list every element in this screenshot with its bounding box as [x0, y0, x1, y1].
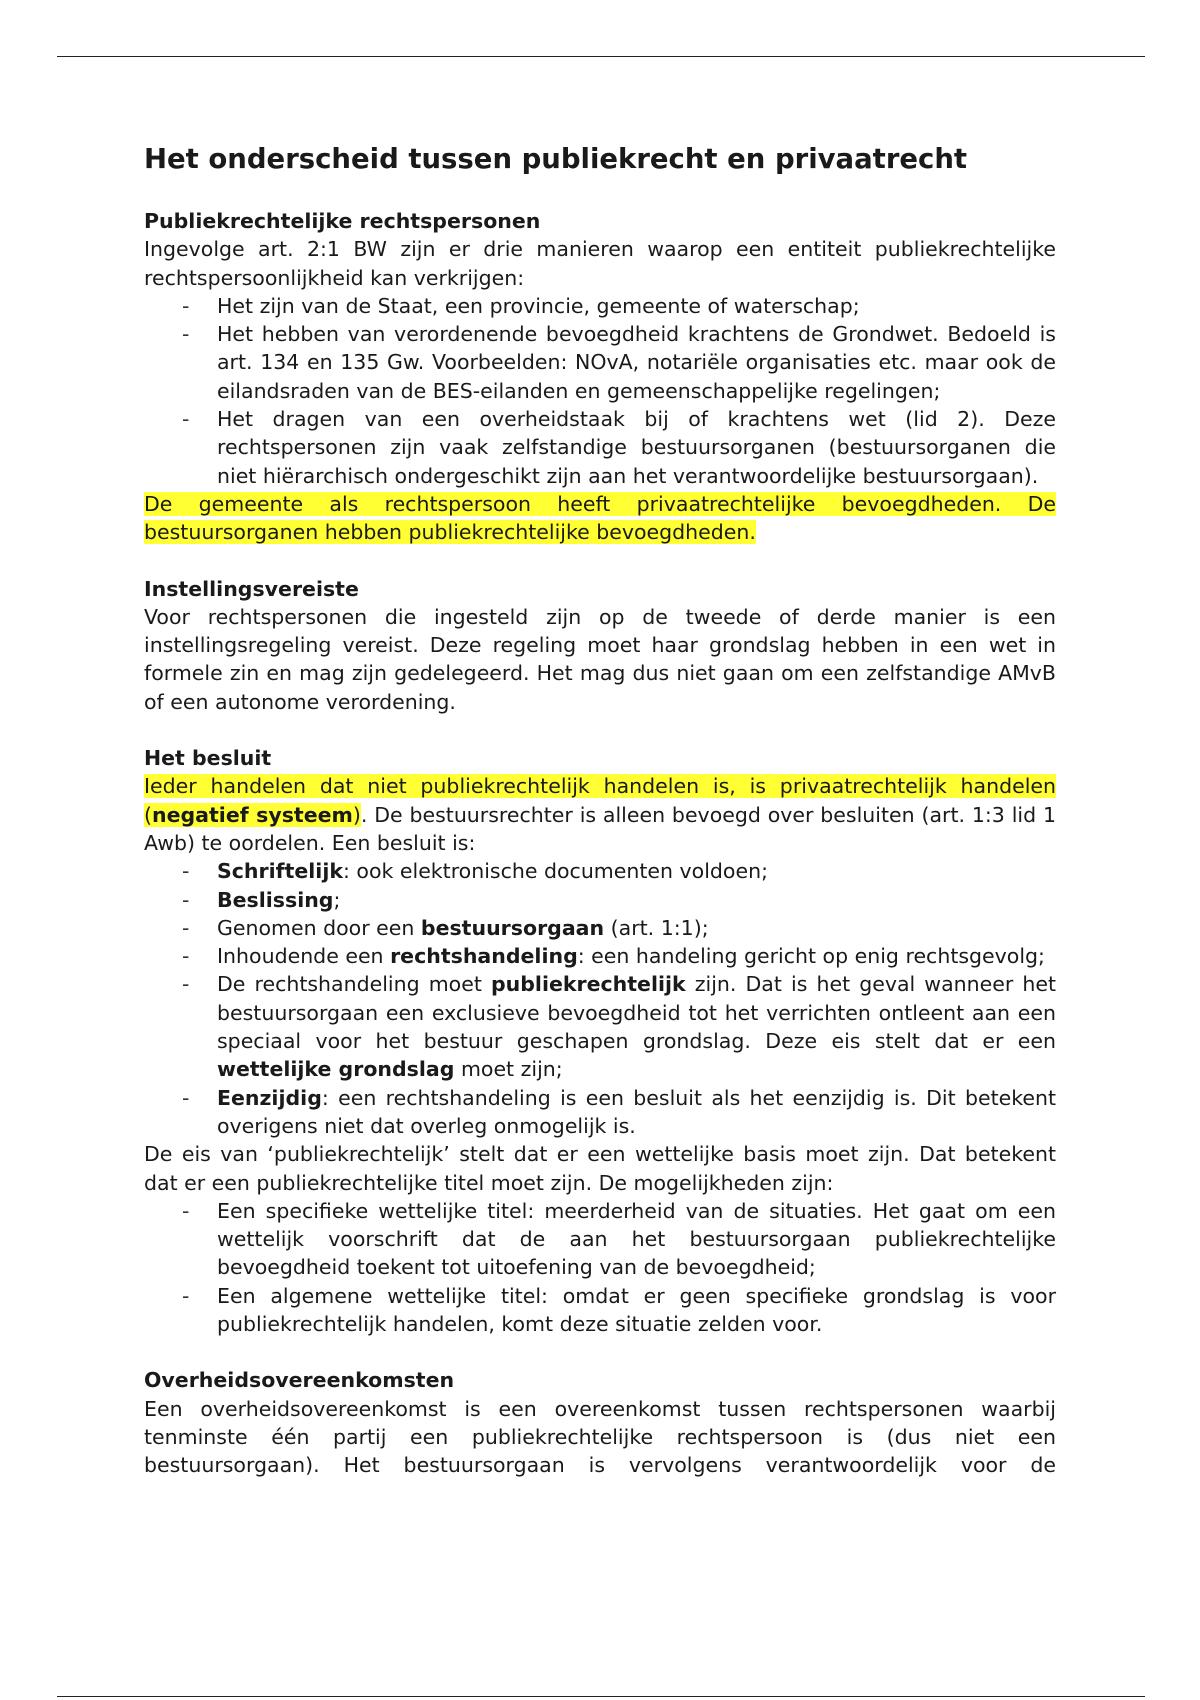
bold-term: wettelijke grondslag: [217, 1057, 455, 1082]
list-item: - Het dragen van een overheidstaak bij of krachtens wet (lid 2). Deze rechtspersonen zijn vaak zelfstandige bestuursorganen (bestuursorganen die niet hiërarchisch ondergeschikt zijn aan het verantwoordelijke bestuursorgaan).: [144, 405, 1056, 490]
bold-term: publiekrechtelijk: [490, 972, 686, 997]
list-titels: [144, 1197, 1056, 1338]
paragraph-publiekrechtelijk: De eis van ‘publiekrechtelijk’ stelt dat er een wettelijke basis moet zijn. Dat betekent dat er een publiekrechtelijke titel moet zijn. De mogelijkheden zijn:: [144, 1142, 1056, 1195]
section-heading-overheidsovereenkomsten: Overheidsovereenkomsten: [144, 1368, 455, 1393]
section-heading-rechtspersonen: Publiekrechtelijke rechtspersonen: [144, 209, 541, 233]
document-page: [144, 139, 1056, 1479]
bold-term: Eenzijdig: [217, 1085, 322, 1110]
list-item: - Schriftelijk: ook elektronische documenten voldoen;: [144, 857, 1056, 885]
highlight-text: De gemeente als rechtspersoon heeft privaatrechtelijke bevoegdheden. De bestuursorganen hebben publiekrechtelijke bevoegdheden.: [144, 491, 1056, 545]
section-heading-besluit: Het besluit: [144, 746, 272, 771]
bold-term: Beslissing: [217, 887, 334, 912]
list-item: - Een specifieke wettelijke titel: meerderheid van de situaties. Het gaat om een wettelijk voorschrift dat de aan het bestuursorgaan publiekrechtelijke bevoegdheid toekent tot uitoefening van de bevoegdheid;: [144, 1197, 1056, 1282]
list-besluit-criteria: [144, 857, 1056, 1140]
highlight-text: Ieder handelen dat niet publiekrechtelijk handelen is, is privaatrechtelijk handelen (negatief systeem): [144, 774, 1056, 827]
highlighted-paragraph: [144, 490, 1056, 547]
list-item: - Beslissing;: [144, 886, 1056, 914]
list-item: - Genomen door een bestuursorgaan (art. 1:1);: [144, 914, 1056, 942]
bold-term: Schriftelijk: [217, 859, 343, 884]
section-heading-instellingsvereiste: Instellingsvereiste: [144, 576, 359, 601]
paragraph-intro: Ingevolge art. 2:1 BW zijn er drie manieren waarop een entiteit publiekrechtelijke rechtspersoonlijkheid kan verkrijgen:: [144, 237, 1056, 290]
list-manieren: [144, 292, 1056, 490]
list-item: - Eenzijdig: een rechtshandeling is een besluit als het eenzijdig is. Dit betekent overigens niet dat overleg onmogelijk is.: [144, 1084, 1056, 1141]
paragraph-instellingsvereiste: Voor rechtspersonen die ingesteld zijn op de tweede of derde manier is een instellingsregeling vereist. Deze regeling moet haar grondslag hebben in een wet in formele zin en mag zijn gedelegeerd. Het mag dus niet gaan om een zelfstandige AMvB of een autonome verordening.: [144, 604, 1056, 714]
list-item: - Het zijn van de Staat, een provincie, gemeente of waterschap;: [144, 292, 1056, 320]
list-item: - De rechtshandeling moet publiekrechtelijk zijn. Dat is het geval wanneer het bestuursorgaan een exclusieve bevoegdheid tot het verrichten ontleent aan een speciaal voor het bestuur geschapen grondslag. Deze eis stelt dat er een wettelijke grondslag moet zijn;: [144, 970, 1056, 1083]
header-rule: [57, 56, 1145, 57]
list-item: - Een algemene wettelijke titel: omdat er geen specifieke grondslag is voor publiekrechtelijk handelen, komt deze situatie zelden voor.: [144, 1282, 1056, 1339]
bold-term: rechtshandeling: [390, 944, 578, 969]
list-item: - Inhoudende een rechtshandeling: een handeling gericht op enig rechtsgevolg;: [144, 942, 1056, 970]
paragraph-besluit-intro: Ieder handelen dat niet publiekrechtelijk handelen is, is privaatrechtelijk handelen (negatief systeem). De bestuursrechter is alleen bevoegd over besluiten (art. 1:3 lid 1 Awb) te oordelen. Een besluit is:: [144, 774, 1056, 855]
bold-term: bestuursorgaan: [420, 915, 605, 940]
page-title: Het onderscheid tussen publiekrecht en privaatrecht: [144, 143, 968, 175]
paragraph-overheidsovereenkomsten: Een overheidsovereenkomst is een overeenkomst tussen rechtspersonen waarbij tenminste één partij een publiekrechtelijke rechtspersoon is (dus niet een bestuursorgaan). Het bestuursorgaan is vervolgens verantwoordelijk voor de: [144, 1396, 1056, 1478]
bold-term: negatief systeem: [152, 802, 353, 827]
footer-rule: [57, 1696, 1145, 1697]
list-item: - Het hebben van verordenende bevoegdheid krachtens de Grondwet. Bedoeld is art. 134 en 135 Gw. Voorbeelden: NOvA, notariële organisaties etc. maar ook de eilandsraden van de BES-eilanden en gemeenschappelijke regelingen;: [144, 320, 1056, 405]
